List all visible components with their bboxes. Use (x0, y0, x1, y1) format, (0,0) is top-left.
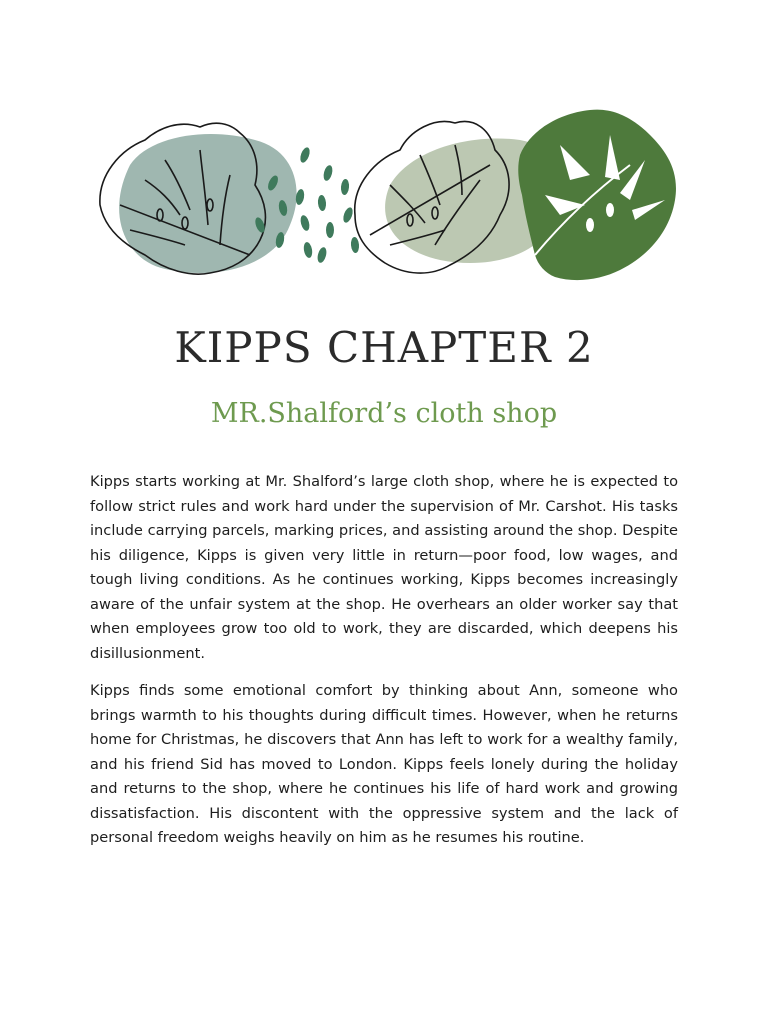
paragraph-2: Kipps finds some emotional comfort by thinking about Ann, someone who brings warmth to his thoughts during difficult times. However, when he returns home for Christmas, he discovers that Ann has left to work for a wealthy family, and his friend Sid has moved to London. Kipps feels lonely during the holiday and returns to the shop, where he continues his life of hard work and growing dissatisfaction. His discontent with the oppressive system and the lack of personal freedom weighs heavily on him as he resumes his routine. (90, 682, 678, 846)
page-title: KIPPS CHAPTER 2 (174, 323, 594, 372)
green-monstera-leaf-icon (518, 110, 676, 281)
page-subtitle: MR.Shalford’s cloth shop (210, 398, 558, 429)
paragraph-1: Kipps starts working at Mr. Shalford’s large cloth shop, where he is expected to follow strict rules and work hard under the supervision of Mr. Carshot. His tasks include carrying parcels, marking prices, and assisting around the shop. Despite his diligence, Kipps is given very little in return—poor food, low wages, and tough living conditions. As he continues working, Kipps becomes increasingly aware of the unfair system at the shop. He overhears an older worker say that when employees grow too old to work, they are discarded, which deepens his disillusionment. (90, 473, 678, 662)
blue-blob-shape (119, 134, 297, 273)
monstera-leaf-banner (90, 105, 680, 290)
body-text (90, 470, 678, 864)
